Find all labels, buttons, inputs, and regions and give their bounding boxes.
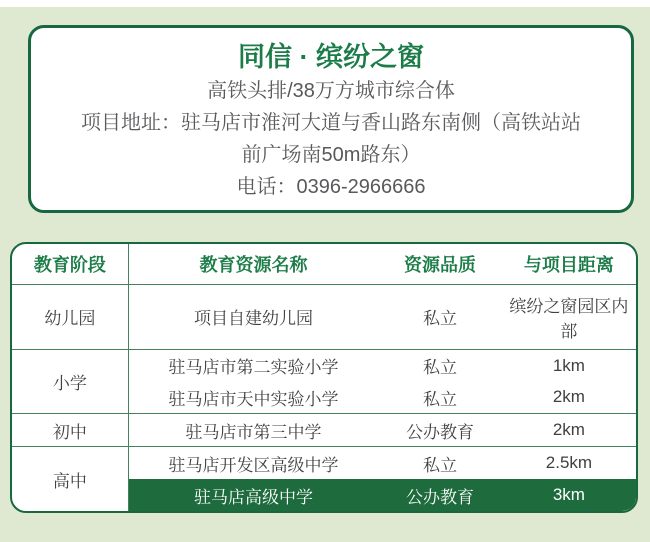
project-address-line1: 项目地址：驻马店市淮河大道与香山路东南侧（高铁站站 bbox=[81, 112, 581, 134]
top-white-strip bbox=[0, 0, 650, 7]
distance-cell: 缤纷之窗园区内部 bbox=[502, 284, 636, 349]
distance-cell: 2km bbox=[502, 413, 636, 446]
distance-cell: 3km bbox=[502, 479, 636, 511]
resource-quality-cell: 公办教育 bbox=[378, 479, 502, 511]
education-resources-table bbox=[10, 242, 638, 513]
resource-name-cell: 驻马店市第二实验小学 bbox=[129, 349, 379, 382]
distance-cell: 2.5km bbox=[502, 446, 636, 479]
education-stage-cell: 幼儿园 bbox=[12, 284, 129, 349]
table-row bbox=[12, 413, 636, 446]
project-address-line2: 前广场南50m路东） bbox=[241, 144, 421, 166]
education-table-body bbox=[12, 284, 636, 511]
table-row bbox=[12, 446, 636, 479]
resource-name-cell: 驻马店开发区高级中学 bbox=[129, 446, 379, 479]
header-resource-quality: 资源品质 bbox=[404, 255, 477, 275]
project-info-card bbox=[28, 25, 634, 213]
project-subtitle: 高铁头排/38万方城市综合体 bbox=[207, 80, 455, 102]
project-title: 同信 · 缤纷之窗 bbox=[238, 42, 424, 72]
header-resource-name: 教育资源名称 bbox=[199, 255, 308, 275]
resource-quality-cell: 私立 bbox=[378, 446, 502, 479]
resource-quality-cell: 私立 bbox=[423, 389, 458, 409]
project-phone: 电话：0396-2966666 bbox=[236, 176, 426, 198]
table-header-row bbox=[12, 244, 636, 284]
header-education-stage: 教育阶段 bbox=[12, 244, 129, 284]
resource-name-cell: 驻马店市天中实验小学 bbox=[168, 389, 339, 409]
header-distance: 与项目距离 bbox=[523, 255, 614, 275]
education-stage-cell: 小学 bbox=[12, 349, 129, 414]
table-row bbox=[12, 349, 636, 382]
resource-quality-cell: 私立 bbox=[378, 284, 502, 349]
resource-quality-cell: 公办教育 bbox=[378, 413, 502, 446]
table-row bbox=[12, 284, 636, 349]
resource-quality-cell: 私立 bbox=[378, 349, 502, 382]
resource-name-cell: 驻马店市第三中学 bbox=[129, 413, 379, 446]
education-stage-cell: 初中 bbox=[12, 413, 129, 446]
education-stage-cell: 高中 bbox=[12, 446, 129, 511]
resource-name-cell: 项目自建幼儿园 bbox=[129, 284, 379, 349]
distance-cell: 2km bbox=[552, 387, 585, 407]
resource-name-cell: 驻马店高级中学 bbox=[129, 479, 379, 511]
distance-cell: 1km bbox=[502, 349, 636, 382]
